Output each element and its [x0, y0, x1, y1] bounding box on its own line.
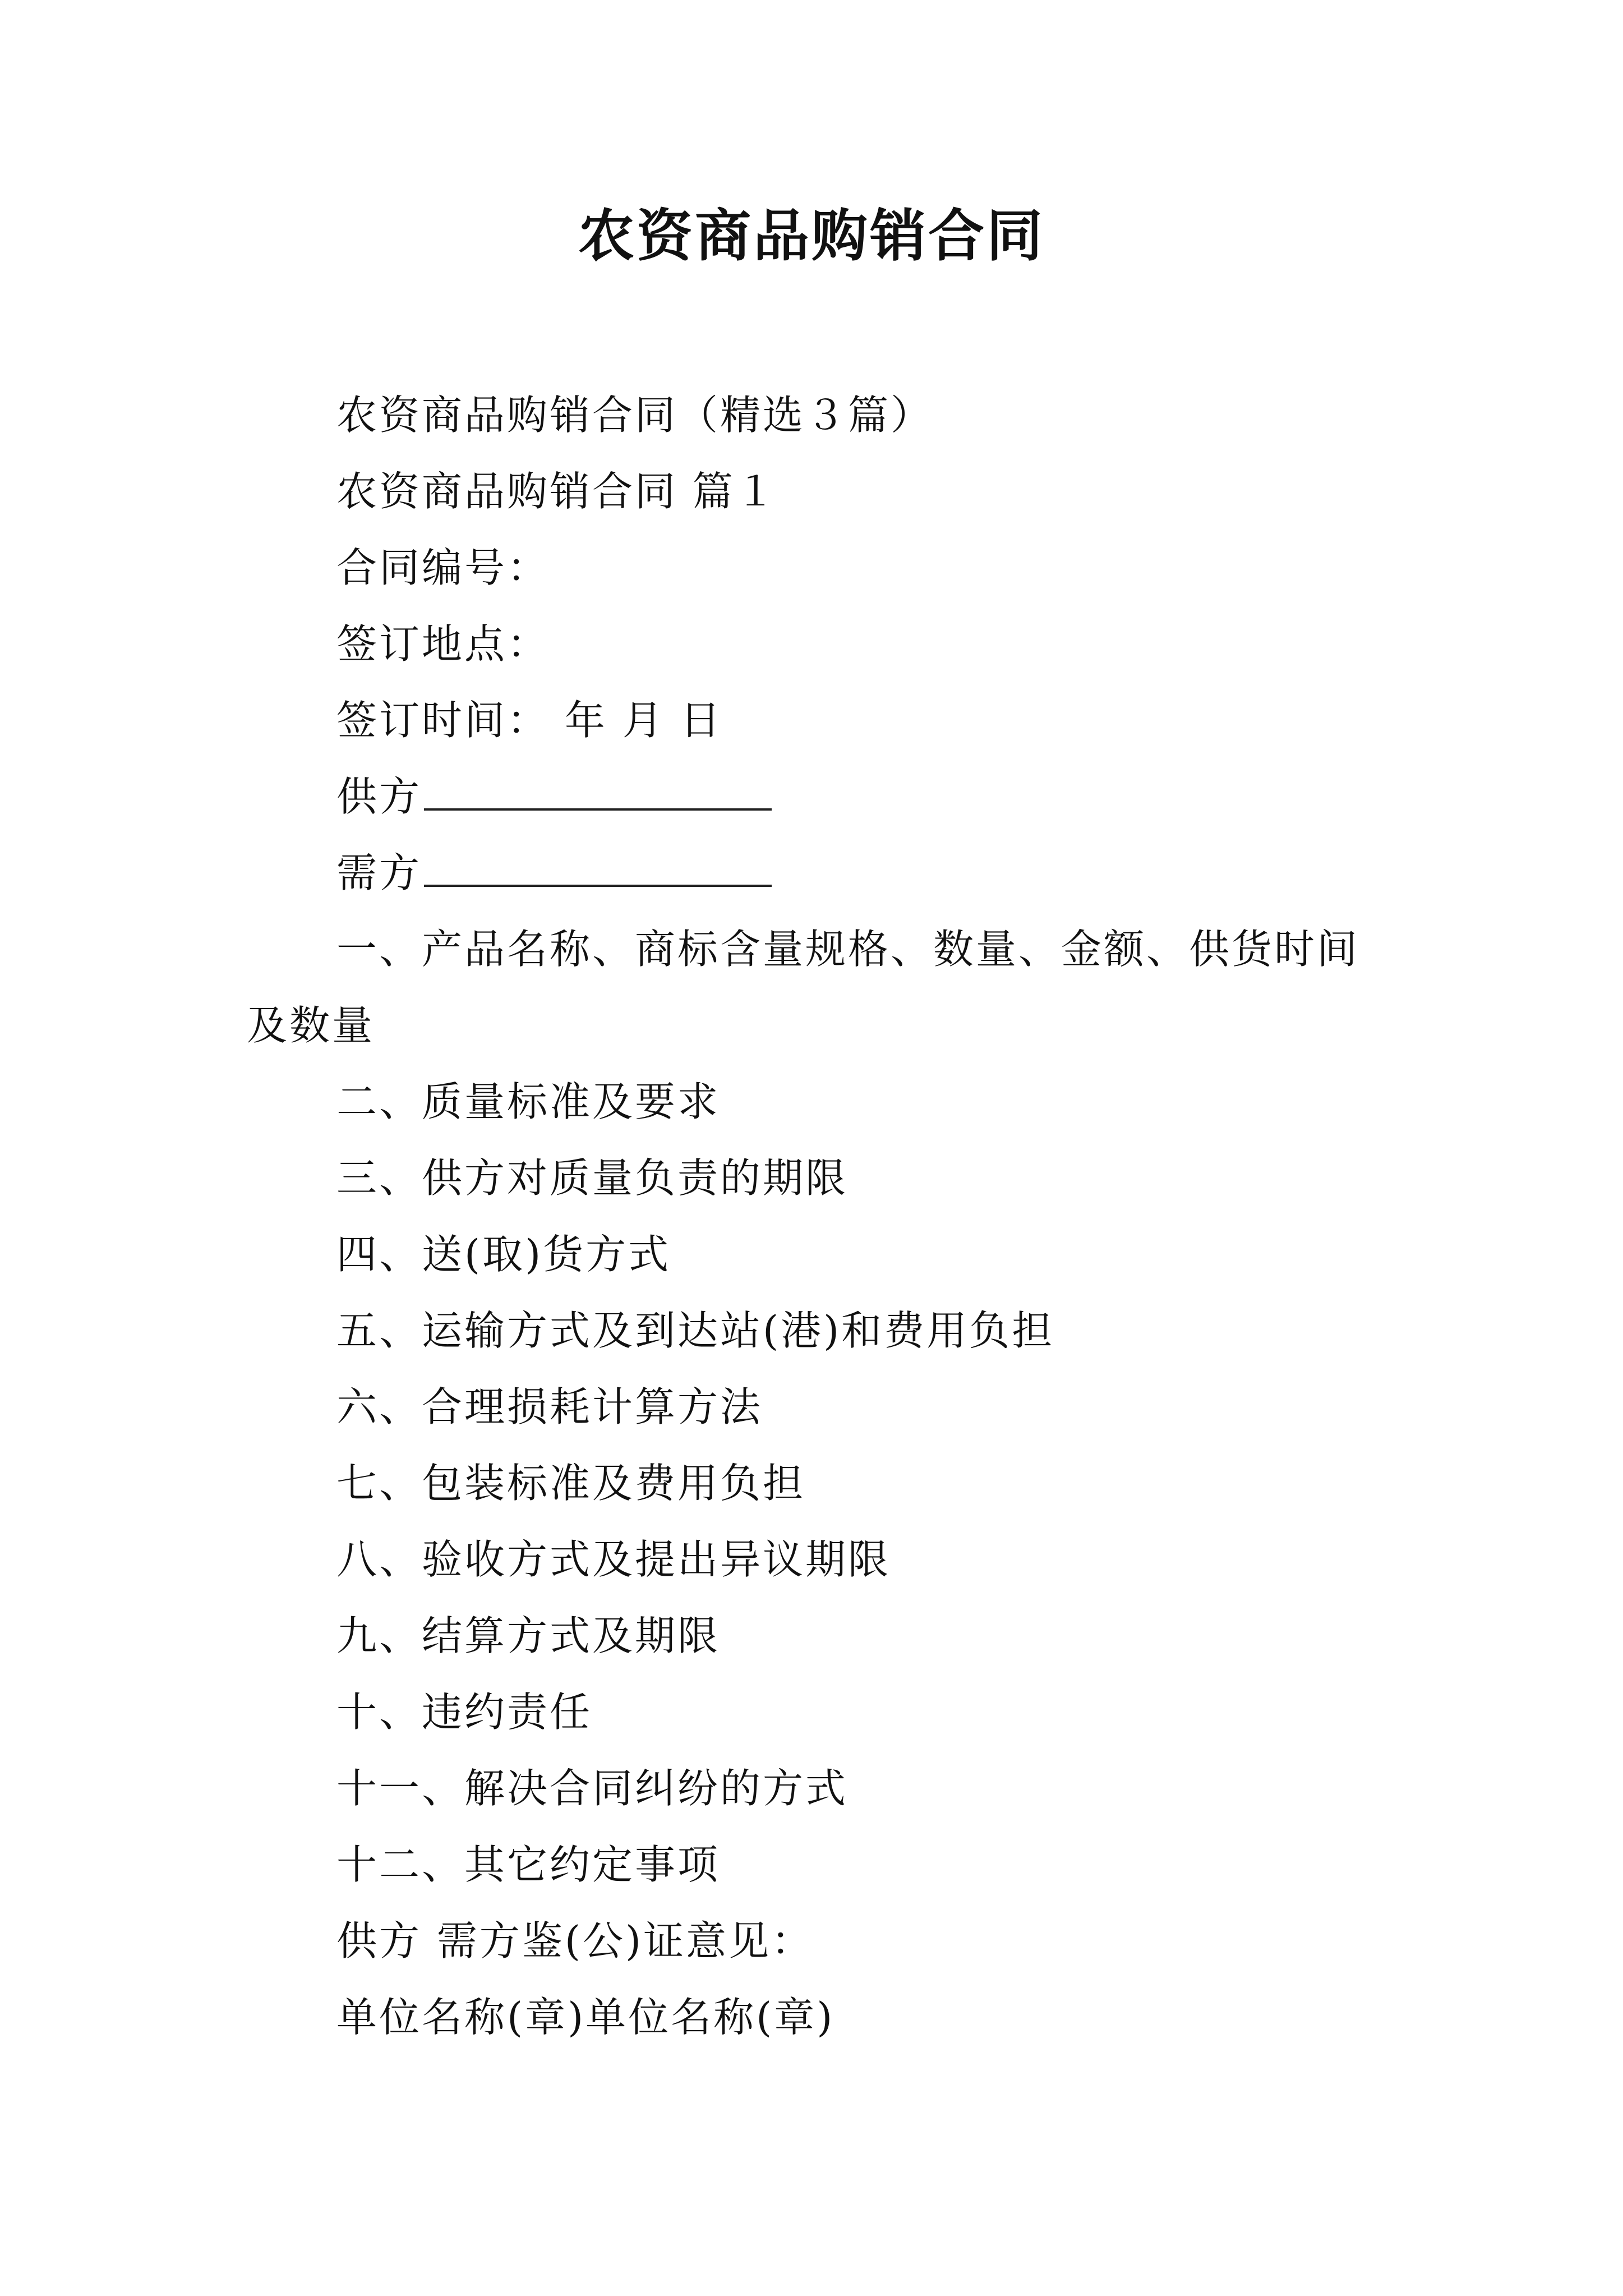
subtitle: 农资商品购销合同（精选３篇） — [336, 392, 934, 439]
clause-12: 十二、其它约定事项 — [336, 1841, 721, 1888]
clause-5: 五、运输方式及到达站(港)和费用负担 — [336, 1307, 1055, 1354]
clause-3: 三、供方对质量负责的期限 — [336, 1154, 849, 1202]
signing-time-label: 签订时间： 年 月 日 — [336, 697, 723, 744]
supplier-field — [336, 769, 772, 825]
clause-7: 七、包装标准及费用负担 — [336, 1460, 806, 1507]
unit-name-line: 单位名称(章)单位名称(章) — [336, 1994, 835, 2041]
clause-6: 六、合理损耗计算方法 — [336, 1383, 763, 1430]
supplier-blank-line — [424, 808, 772, 811]
clause-11: 十一、解决合同纠纷的方式 — [336, 1765, 849, 1812]
clause-1: 一、产品名称、商标含量规格、数量、金额、供货时间及数量 — [247, 926, 1360, 1049]
clause-4: 四、送(取)货方式 — [336, 1231, 671, 1278]
clause-2: 二、质量标准及要求 — [336, 1078, 721, 1125]
clause-8: 八、验收方式及提出异议期限 — [336, 1536, 891, 1583]
document-title: 农资商品购销合同 — [578, 203, 1045, 269]
contract-number-label: 合同编号： — [336, 544, 550, 591]
signing-place-label: 签订地点： — [336, 620, 550, 668]
buyer-label: 需方 — [336, 849, 422, 896]
clause-10: 十、违约责任 — [336, 1688, 593, 1736]
buyer-field — [336, 845, 772, 901]
supplier-label: 供方 — [336, 773, 422, 820]
section-heading: 农资商品购销合同 篇１ — [336, 468, 778, 515]
signature-line: 供方 需方鉴(公)证意见： — [336, 1917, 814, 1964]
buyer-blank-line — [424, 885, 772, 887]
clause-9: 九、结算方式及期限 — [336, 1612, 721, 1659]
